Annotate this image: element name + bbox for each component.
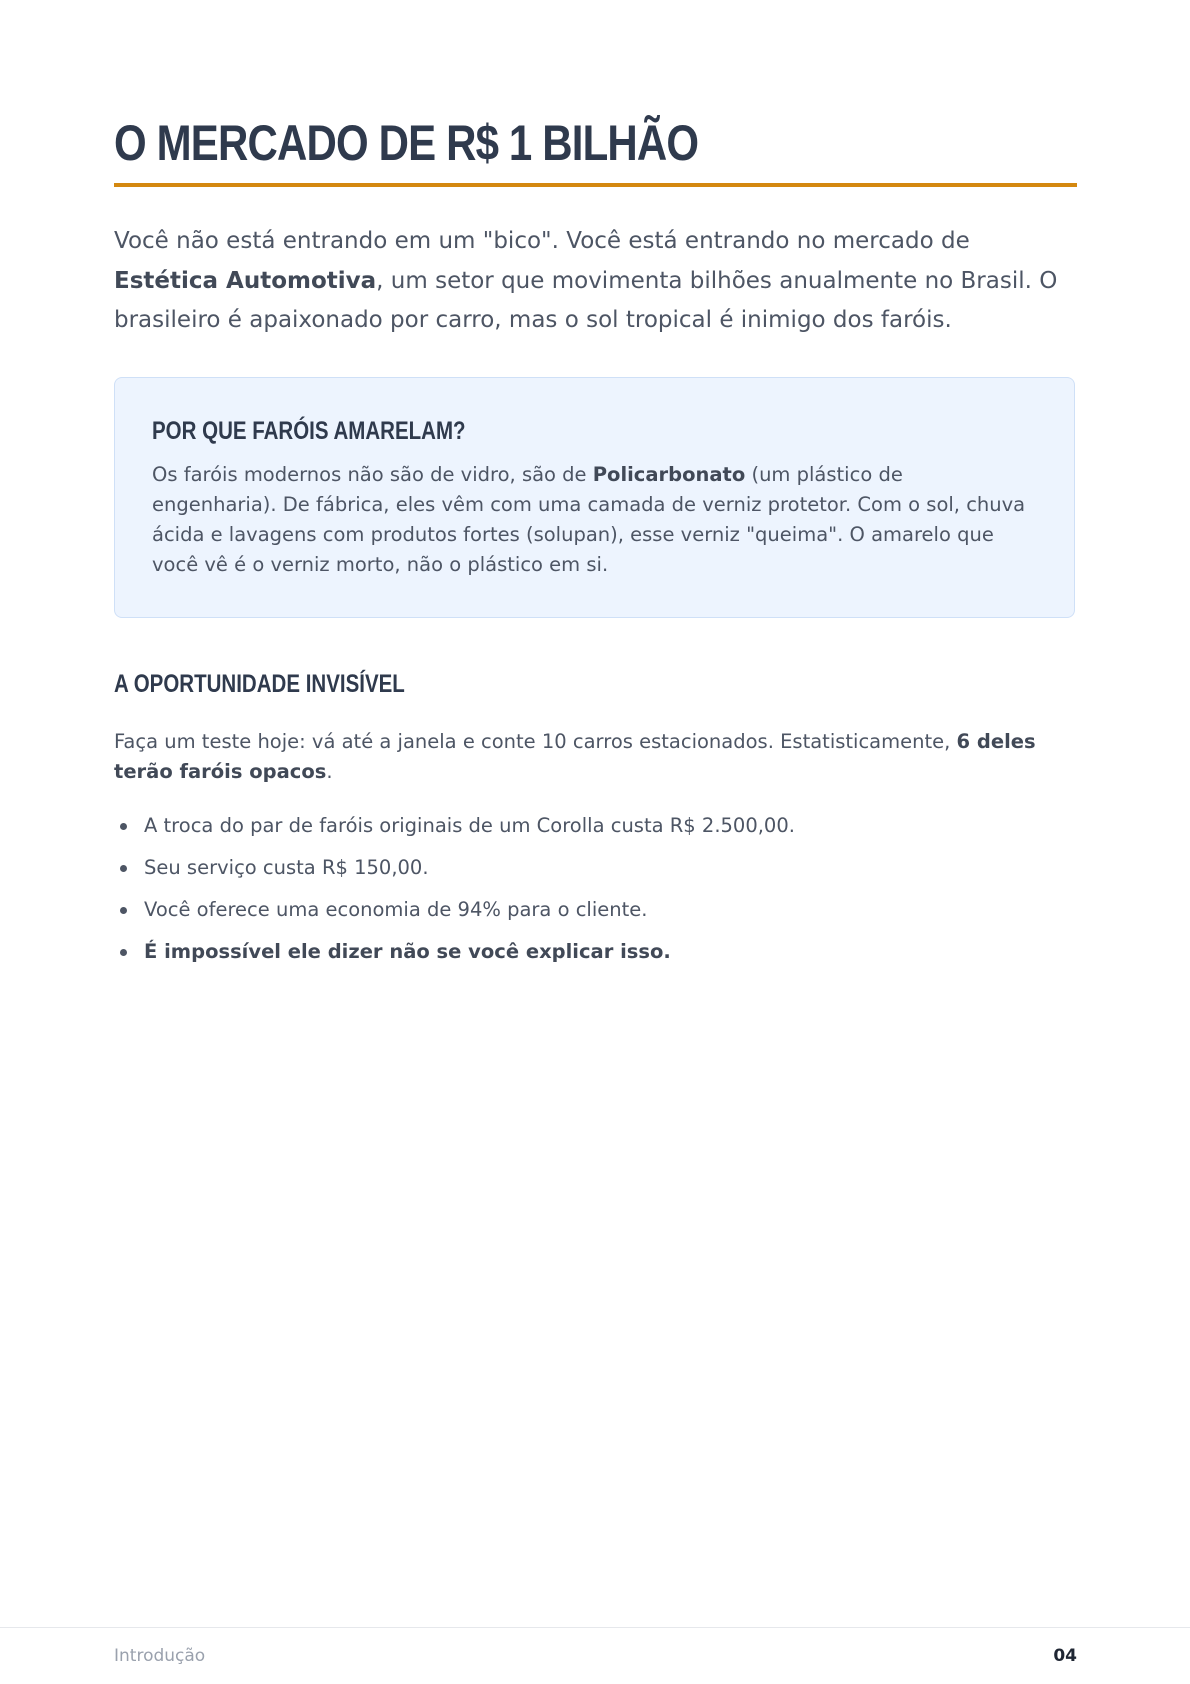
bullet-list bbox=[114, 811, 1077, 979]
bullet-icon bbox=[120, 949, 127, 956]
callout-text-start: Os faróis modernos não são de vidro, são de bbox=[152, 463, 593, 486]
footer-divider bbox=[0, 1627, 1190, 1628]
footer-section-label: Introdução bbox=[114, 1646, 206, 1666]
list-item bbox=[114, 937, 1077, 979]
list-item-text: Você oferece uma economia de 94% para o cliente. bbox=[144, 898, 648, 921]
intro-bold-text: Estética Automotiva bbox=[114, 267, 377, 294]
bullet-icon bbox=[120, 865, 127, 872]
page-number: 04 bbox=[1053, 1646, 1077, 1666]
list-item-text: A troca do par de faróis originais de um Corolla custa R$ 2.500,00. bbox=[144, 814, 795, 837]
bullet-icon bbox=[120, 907, 127, 914]
bullet-icon bbox=[120, 823, 127, 830]
list-item bbox=[114, 811, 1077, 853]
list-item bbox=[114, 895, 1077, 937]
info-callout-box bbox=[114, 377, 1075, 618]
callout-bold-text: Policarbonato bbox=[592, 463, 746, 486]
title-underline bbox=[114, 183, 1077, 187]
section-bold-text: 6 deles terão faróis opacos bbox=[114, 730, 1036, 783]
section-title: A OPORTUNIDADE INVISÍVEL bbox=[114, 670, 405, 698]
intro-text-end: , um setor que movimenta bilhões anualmente no Brasil. O brasileiro é apaixonado por carro, mas o sol tropical é inimigo dos faróis. bbox=[114, 267, 1058, 333]
intro-text-start: Você não está entrando em um "bico". Você está entrando no mercado de bbox=[114, 228, 970, 254]
callout-text-end: (um plástico de engenharia). De fábrica, eles vêm com uma camada de verniz protetor. Com o sol, chuva ácida e lavagens com produtos fortes (solupan), esse verniz "queima". O amarelo que você vê é o verniz morto, não o plástico em si. bbox=[152, 463, 1026, 576]
callout-title: POR QUE FARÓIS AMARELAM? bbox=[152, 417, 466, 445]
page-title: O MERCADO DE R$ 1 BILHÃO bbox=[114, 115, 699, 171]
callout-body bbox=[152, 460, 1032, 580]
section-text-end: . bbox=[326, 760, 333, 783]
list-item-text: É impossível ele dizer não se você explicar isso. bbox=[144, 940, 671, 963]
intro-paragraph bbox=[114, 222, 1077, 341]
section-paragraph bbox=[114, 727, 1077, 787]
list-item-text: Seu serviço custa R$ 150,00. bbox=[144, 856, 429, 879]
list-item bbox=[114, 853, 1077, 895]
section-text-start: Faça um teste hoje: vá até a janela e conte 10 carros estacionados. Estatisticamente, bbox=[114, 730, 957, 753]
